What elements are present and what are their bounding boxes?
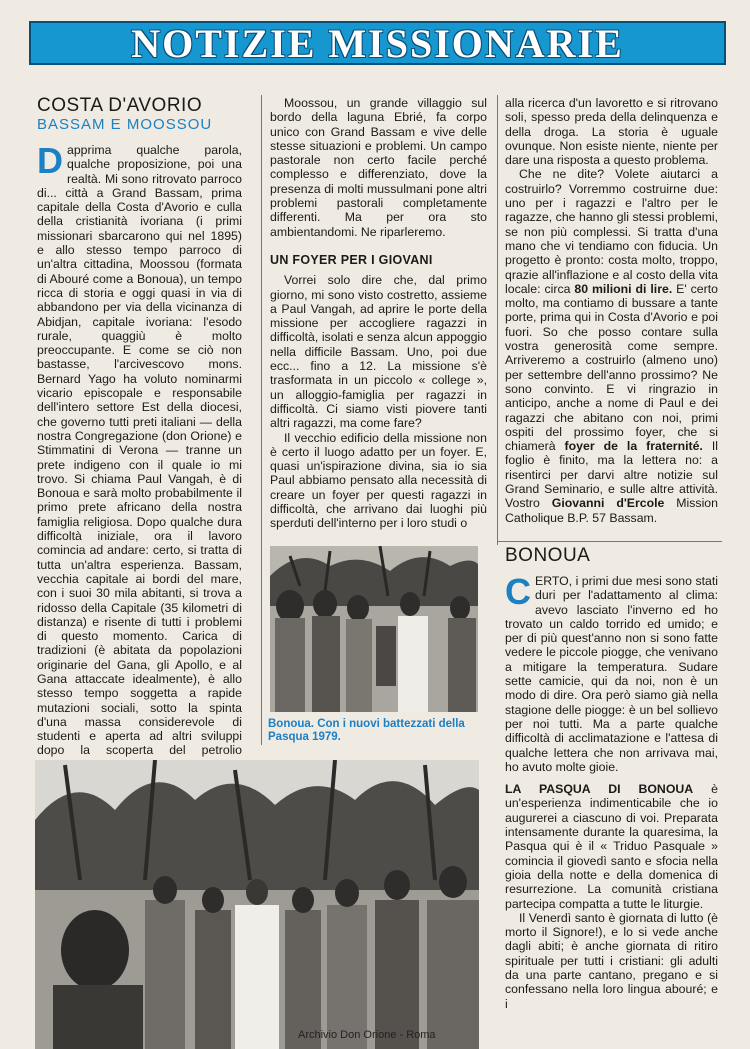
article-paragraph: CERTO, i primi due mesi sono stati duri per l'adattamento al clima: avevo lasciato l'inverno ed ho trovato un caldo torrido ed umido; e per di più quest'anno non si sono fatte vedere le piccole piogge, che venivano a mitigare la temperatura. Sudare sette camicie, qui da noi, non è un modo di dire. Ora però siamo già nella stagione delle piogge: è un bel sollievo per noi tutti. Ma a parte qualche difficoltà di acclimatazione e l'attesa di qualche lettera che non arrivava mai, ho avuto molte gioie. bbox=[505, 571, 718, 774]
page-title: NOTIZIE MISSIONARIE bbox=[131, 20, 624, 66]
archive-credit: Archivio Don Orione - Roma bbox=[298, 1029, 436, 1041]
drop-cap: D bbox=[37, 140, 63, 181]
photo-caption: Bonoua. Con i nuovi battezzati della Pasqua 1979. bbox=[268, 718, 465, 743]
column-1 bbox=[37, 96, 242, 772]
article-paragraph: Vorrei solo dire che, dal primo giorno, mi sono visto costretto, assieme a Paul Vangah, ad aprire le porte della missione per accogliere ragazzi in difficoltà, isolati e senza alcun appoggio nella difficile Bassam. Uno, poi due ecc... fino a 12. La missione s'è trasformata in un piccolo « college », un alloggio-famiglia per ragazzi in difficoltà. Ci siamo visti piovere tanti altri ragazzi, ma come fare? bbox=[270, 273, 487, 431]
section-subheading: UN FOYER PER I GIOVANI bbox=[270, 252, 433, 267]
article-paragraph: Il vecchio edificio della missione non è certo il luogo adatto per un foyer. E, quasi un'ispirazione divina, sia io sia Paul abbiamo pensato alla necessità di creare un foyer per questi ragazzi in difficoltà, che arrivano dai luoghi più sperduti dell'interno per i loro studi o bbox=[270, 430, 487, 531]
article-paragraph: Dapprima qualche parola, qualche proposizione, poi una realtà. Mi sono ritrovato parroco di... città a Grand Bassam, prima capitale della Costa d'Avorio e culla della cristianità ivoriana (i primi missionari sbarcarono qui nel 1895) e allo stesso tempo parroco di un'altra cittadina, Moossou (formata di Abouré come a Bonoua), un tempo ricca di storia e oggi quasi in via di abbandono per via della vicinanza di Abidjan, capitale ivoriana: l'esodo rurale, quaggiù è molto preoccupante. E come se ciò non bastasse, l'arcivescovo mons. Bernard Yago ha voluto nominarmi vicario episcopale e responsabile dell'intero settore Est della diocesi, che governo tutti preti italiani — della nostra Congregazione (don Orione) e Stimmatini di Verona — tranne un prete indigeno con il quale io mi trovo. Si chiama Paul Vangah, è di Bonoua e sarà molto probabilmente il primo prete africano della nostra famiglia religiosa. Dopo qualche dura difficoltà iniziale, ora il lavoro comincia ad andare: certo, si tratta di tutta un'altra esperienza. Bassam, vecchia capitale ai bordi del mare, con i suoi 30 mila abitanti, si trova a ridosso della Capitale (35 kilometri di distanza) e risente di tutti i problemi di questo momento. Carica di tradizioni (è abitata da popolazioni originarie del Gana, gli Apollo, e al Gana attaccate idealmente), è allo stesso tempo soggetta a rapide mutazioni sociali, sotto la spinta d'una massa considerevole di studenti e aperta ad altri sviluppi dopo la scoperta del petrolio bbox=[37, 140, 242, 758]
section-heading: COSTA D'AVORIO bbox=[37, 95, 203, 116]
article-paragraph: Il Venerdì santo è giornata di lutto (è morto il Signore!), e lo si vede anche dagli abiti; è anche giornata di ritiro spirituale per tutti i cristiani: gli adulti da una parte cantano, pregano e si confessano nella loro lingua abouré; e i bbox=[505, 910, 718, 1011]
column-3-bonoua bbox=[505, 546, 718, 1011]
section-heading: BONOUA bbox=[505, 545, 591, 566]
column-3 bbox=[505, 96, 718, 525]
column-divider bbox=[261, 95, 262, 745]
page-title-banner bbox=[29, 21, 726, 65]
article-paragraph: alla ricerca d'un lavoretto e si ritrovano soli, spesso preda della delinquenza e della droga. La storia è uguale ovunque. Non esiste niente, niente per dare una risposta a questo problema. bbox=[505, 96, 718, 168]
drop-cap: C bbox=[505, 571, 531, 612]
article-paragraph: Moossou, un grande villaggio sul bordo della laguna Ebrié, fa corpo unico con Grand Bassam e vive delle stesse situazioni e problemi. Un campo pastorale non certo facile perché complesso e differenziato, dove la presenza di molti mussulmani pone altri problemi pastorali completamente differenti. Ma per ora sto ambientandomi. Ne riparleremo. bbox=[270, 96, 487, 239]
baptism-photo bbox=[270, 546, 478, 712]
procession-photo bbox=[35, 760, 479, 1049]
article-paragraph: LA PASQUA DI BONOUA è un'esperienza indimenticabile che io augurerei a ciascuno di voi. Preparata intensamente durante la quaresima, la Pasqua qui è il « Triduo Pasquale » comincia il giovedì santo e sfocia nella gioia della notte e della domenica di resurrezione. La comunità cristiana partecipa compatta a tutte le liturgie. bbox=[505, 782, 719, 911]
section-rule bbox=[497, 541, 722, 542]
column-divider bbox=[497, 95, 498, 545]
section-subheading: BASSAM E MOOSSOU bbox=[37, 116, 213, 133]
article-paragraph: Che ne dite? Volete aiutarci a costruirlo? Vorremmo costruirne due: uno per i ragazzi e l'altro per le ragazze, che hanno gli stessi problemi, se non più complessi. Si tratta d'una mano che vi tendiamo con fiducia. Un progetto è pronto: costa molto, troppo, qrazie all'inflazione e al costo della vita locale: circa 80 milioni di lire. E' certo molto, ma contiamo di bussare a tante porte, prima qui in Costa d'Avorio e poi fuori. So che posso contare sulla vostra generosità come sempre. Arriveremo a costruirlo (almeno uno) per settembre dell'anno prossimo? Ne sono convinto. E vi ringrazio in anticipo, anche a nome di Paul e dei ragazzi che abitano con noi, primi ospiti del prossimo foyer, che si chiamerà foyer de la fraternité. Il foglio è finito, ma la lettera no: a risentirci per darvi altre notizie sul Grand Seminario, e sulle altre attività. Vostro Giovanni d'Ercole Mission Catholique B.P. 57 Bassam. bbox=[505, 167, 718, 525]
column-2 bbox=[270, 96, 487, 531]
